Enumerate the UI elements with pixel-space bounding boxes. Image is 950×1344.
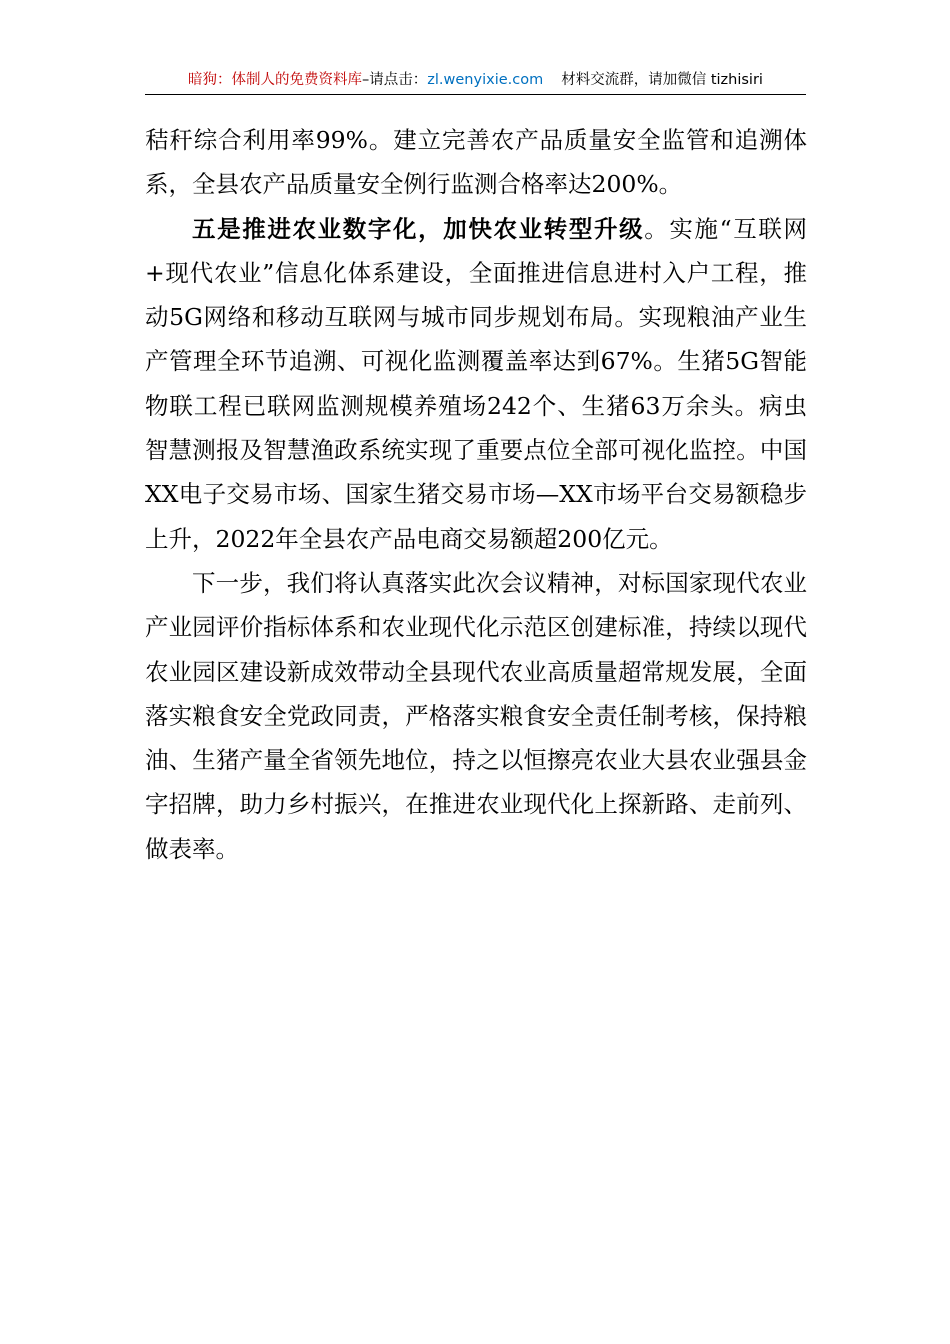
paragraph-2-heading: 五是推进农业数字化，加快农业转型升级 xyxy=(192,214,645,243)
header-prompt: –请点击： xyxy=(362,72,428,88)
paragraph-1-text: 秸秆综合利用率99%。建立完善农产品质量安全监管和追溯体系，全县农产品质量安全例行监测合格率达200%。 xyxy=(145,126,807,199)
paragraph-3-text: 下一步，我们将认真落实此次会议精神，对标国家现代农业产业园评价指标体系和农业现代化示范区创建标准，持续以现代农业园区建设新成效带动全县现代农业高质量超常规发展，全面落实粮食安全党政同责，严格落实粮食安全责任制考核，保持粮油、生猪产量全省领先地位，持之以恒擦亮农业大县农业强县金字招牌，助力乡村振兴，在推进农业现代化上探新路、走前列、做表率。 xyxy=(145,568,807,863)
header-brand: 暗狗：体制人的免费资料库 xyxy=(188,72,363,88)
paragraph-3 xyxy=(145,561,807,871)
paragraph-1 xyxy=(145,118,807,207)
header-link[interactable]: zl.wenyixie.com xyxy=(427,72,544,88)
document-body xyxy=(145,118,807,871)
paragraph-2-text: 。实施“互联网+现代农业”信息化体系建设，全面推进信息进村入户工程，推动5G网络和移动互联网与城市同步规划布局。实现粮油产业生产管理全环节追溯、可视化监测覆盖率达到67%。生猪5G智能物联工程已联网监测规模养殖场242个、生猪63万余头。病虫智慧测报及智慧渔政系统实现了重要点位全部可视化监控。中国XX电子交易市场、国家生猪交易市场—XX市场平台交易额稳步上升，2022年全县农产品电商交易额超200亿元。 xyxy=(145,214,808,553)
paragraph-2 xyxy=(145,207,807,561)
header-contact: 材料交流群，请加微信 tizhisiri xyxy=(561,72,763,88)
page-header xyxy=(145,70,806,95)
